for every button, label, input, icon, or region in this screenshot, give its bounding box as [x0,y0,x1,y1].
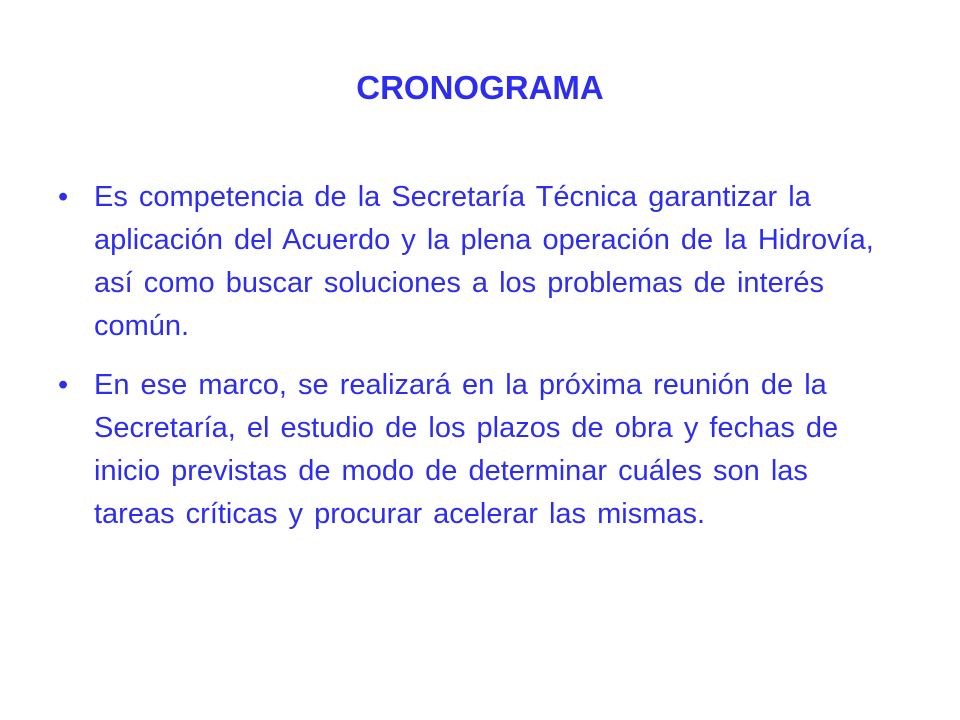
bullet-item [58,364,878,536]
bullet-dot-icon: • [58,181,69,213]
bullet-text: En ese marco, se realizará en la próxima reunión de la Secretaría, el estudio de los plazos de obra y fechas de inicio previstas de modo de determinar cuáles son las tareas críticas y procurar acelerar las mismas. [94,369,839,530]
bullet-text: Es competencia de la Secretaría Técnica garantizar la aplicación del Acuerdo y la plena operación de la Hidrovía, así como buscar soluciones a los problemas de interés común. [94,181,874,342]
bullet-list [58,176,878,536]
bullet-item [58,176,878,348]
slide-title: CRONOGRAMA [356,69,604,106]
bullet-dot-icon: • [58,369,69,401]
